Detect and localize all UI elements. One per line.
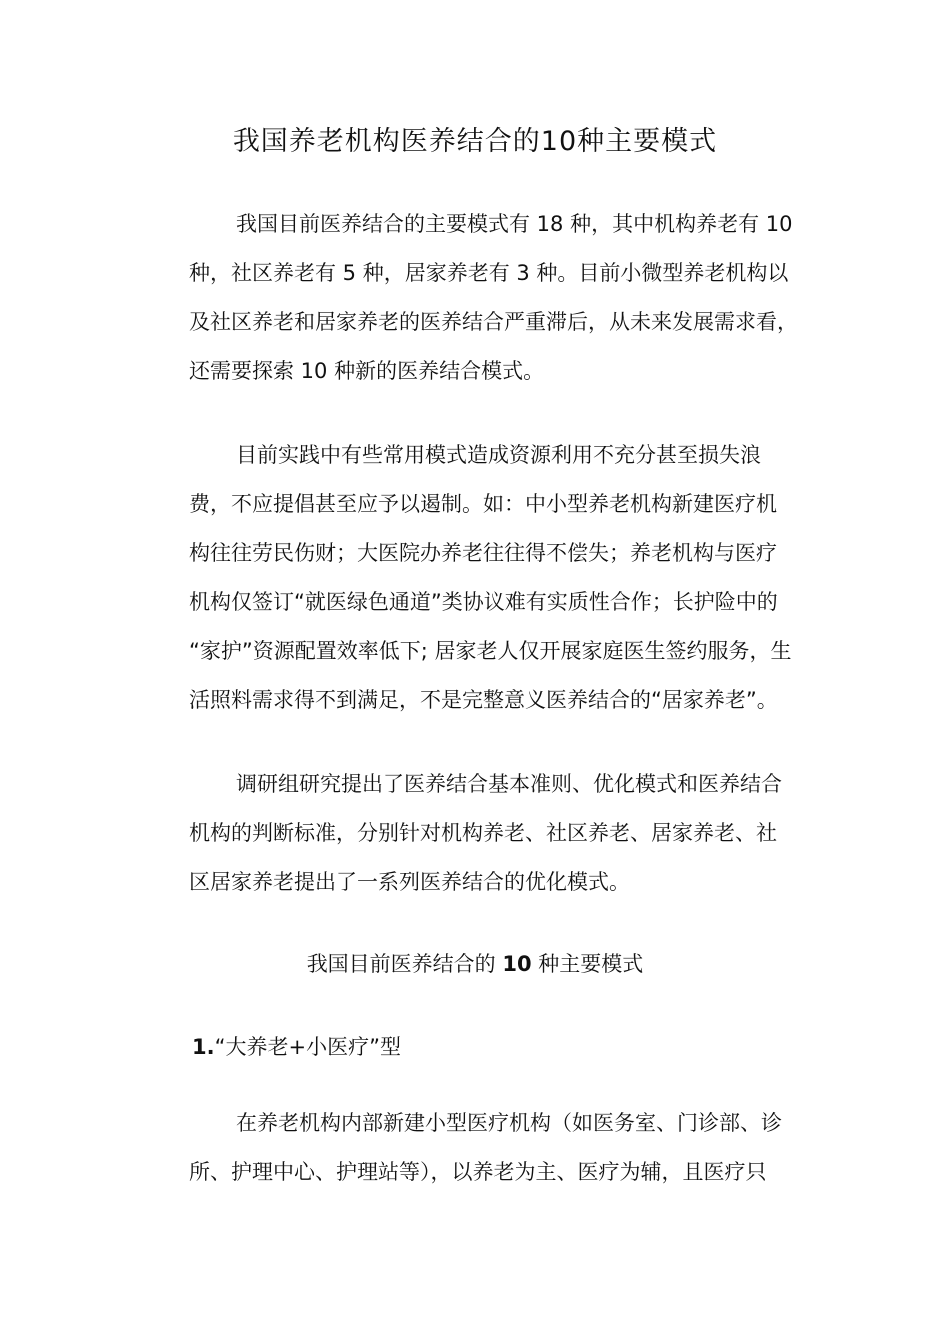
- paragraph-line: 区居家养老提出了一系列医养结合的优化模式。: [189, 870, 630, 894]
- paragraph-line: 我国目前医养结合的主要模式有 18 种，其中机构养老有 10: [236, 212, 793, 236]
- paragraph-line: 费，不应提倡甚至应予以遏制。如：中小型养老机构新建医疗机: [189, 492, 777, 516]
- document-title: 我国养老机构医养结合的10种主要模式: [232, 126, 718, 157]
- list-heading-number: 10: [502, 952, 532, 976]
- paragraph-research: [145, 760, 805, 907]
- section-1-heading: [192, 1027, 401, 1067]
- list-heading: [145, 944, 805, 984]
- paragraph-line: 种，社区养老有 5 种，居家养老有 3 种。目前小微型养老机构以: [189, 261, 789, 285]
- paragraph-line: 在养老机构内部新建小型医疗机构（如医务室、门诊部、诊: [236, 1111, 782, 1135]
- paragraph-line: 所、护理中心、护理站等），以养老为主、医疗为辅，且医疗只: [189, 1160, 767, 1184]
- list-heading-before: 我国目前医养结合的: [306, 952, 503, 976]
- paragraph-line: 机构的判断标准，分别针对机构养老、社区养老、居家养老、社: [189, 821, 777, 845]
- paragraph-section-1: [145, 1099, 805, 1197]
- paragraph-line: 及社区养老和居家养老的医养结合严重滞后，从未来发展需求看，: [189, 310, 798, 334]
- paragraph-line: 目前实践中有些常用模式造成资源利用不充分甚至损失浪: [236, 443, 761, 467]
- paragraph-line: 机构仅签订“就医绿色通道”类协议难有实质性合作；长护险中的: [189, 590, 778, 614]
- paragraph-line: 活照料需求得不到满足，不是完整意义医养结合的“居家养老”。: [189, 688, 778, 712]
- list-heading-after: 种主要模式: [531, 952, 644, 976]
- paragraph-line: 调研组研究提出了医养结合基本准则、优化模式和医养结合: [236, 772, 782, 796]
- section-1-label: “大养老+小医疗”型: [214, 1035, 401, 1059]
- paragraph-intro: [145, 200, 805, 396]
- section-1-number: 1.: [192, 1035, 215, 1059]
- paragraph-line: “家护”资源配置效率低下; 居家老人仅开展家庭医生签约服务，生: [189, 639, 792, 663]
- paragraph-line: 构往往劳民伤财；大医院办养老往往得不偿失；养老机构与医疗: [189, 541, 777, 565]
- paragraph-line: 还需要探索 10 种新的医养结合模式。: [189, 359, 545, 383]
- paragraph-practice: [145, 431, 805, 725]
